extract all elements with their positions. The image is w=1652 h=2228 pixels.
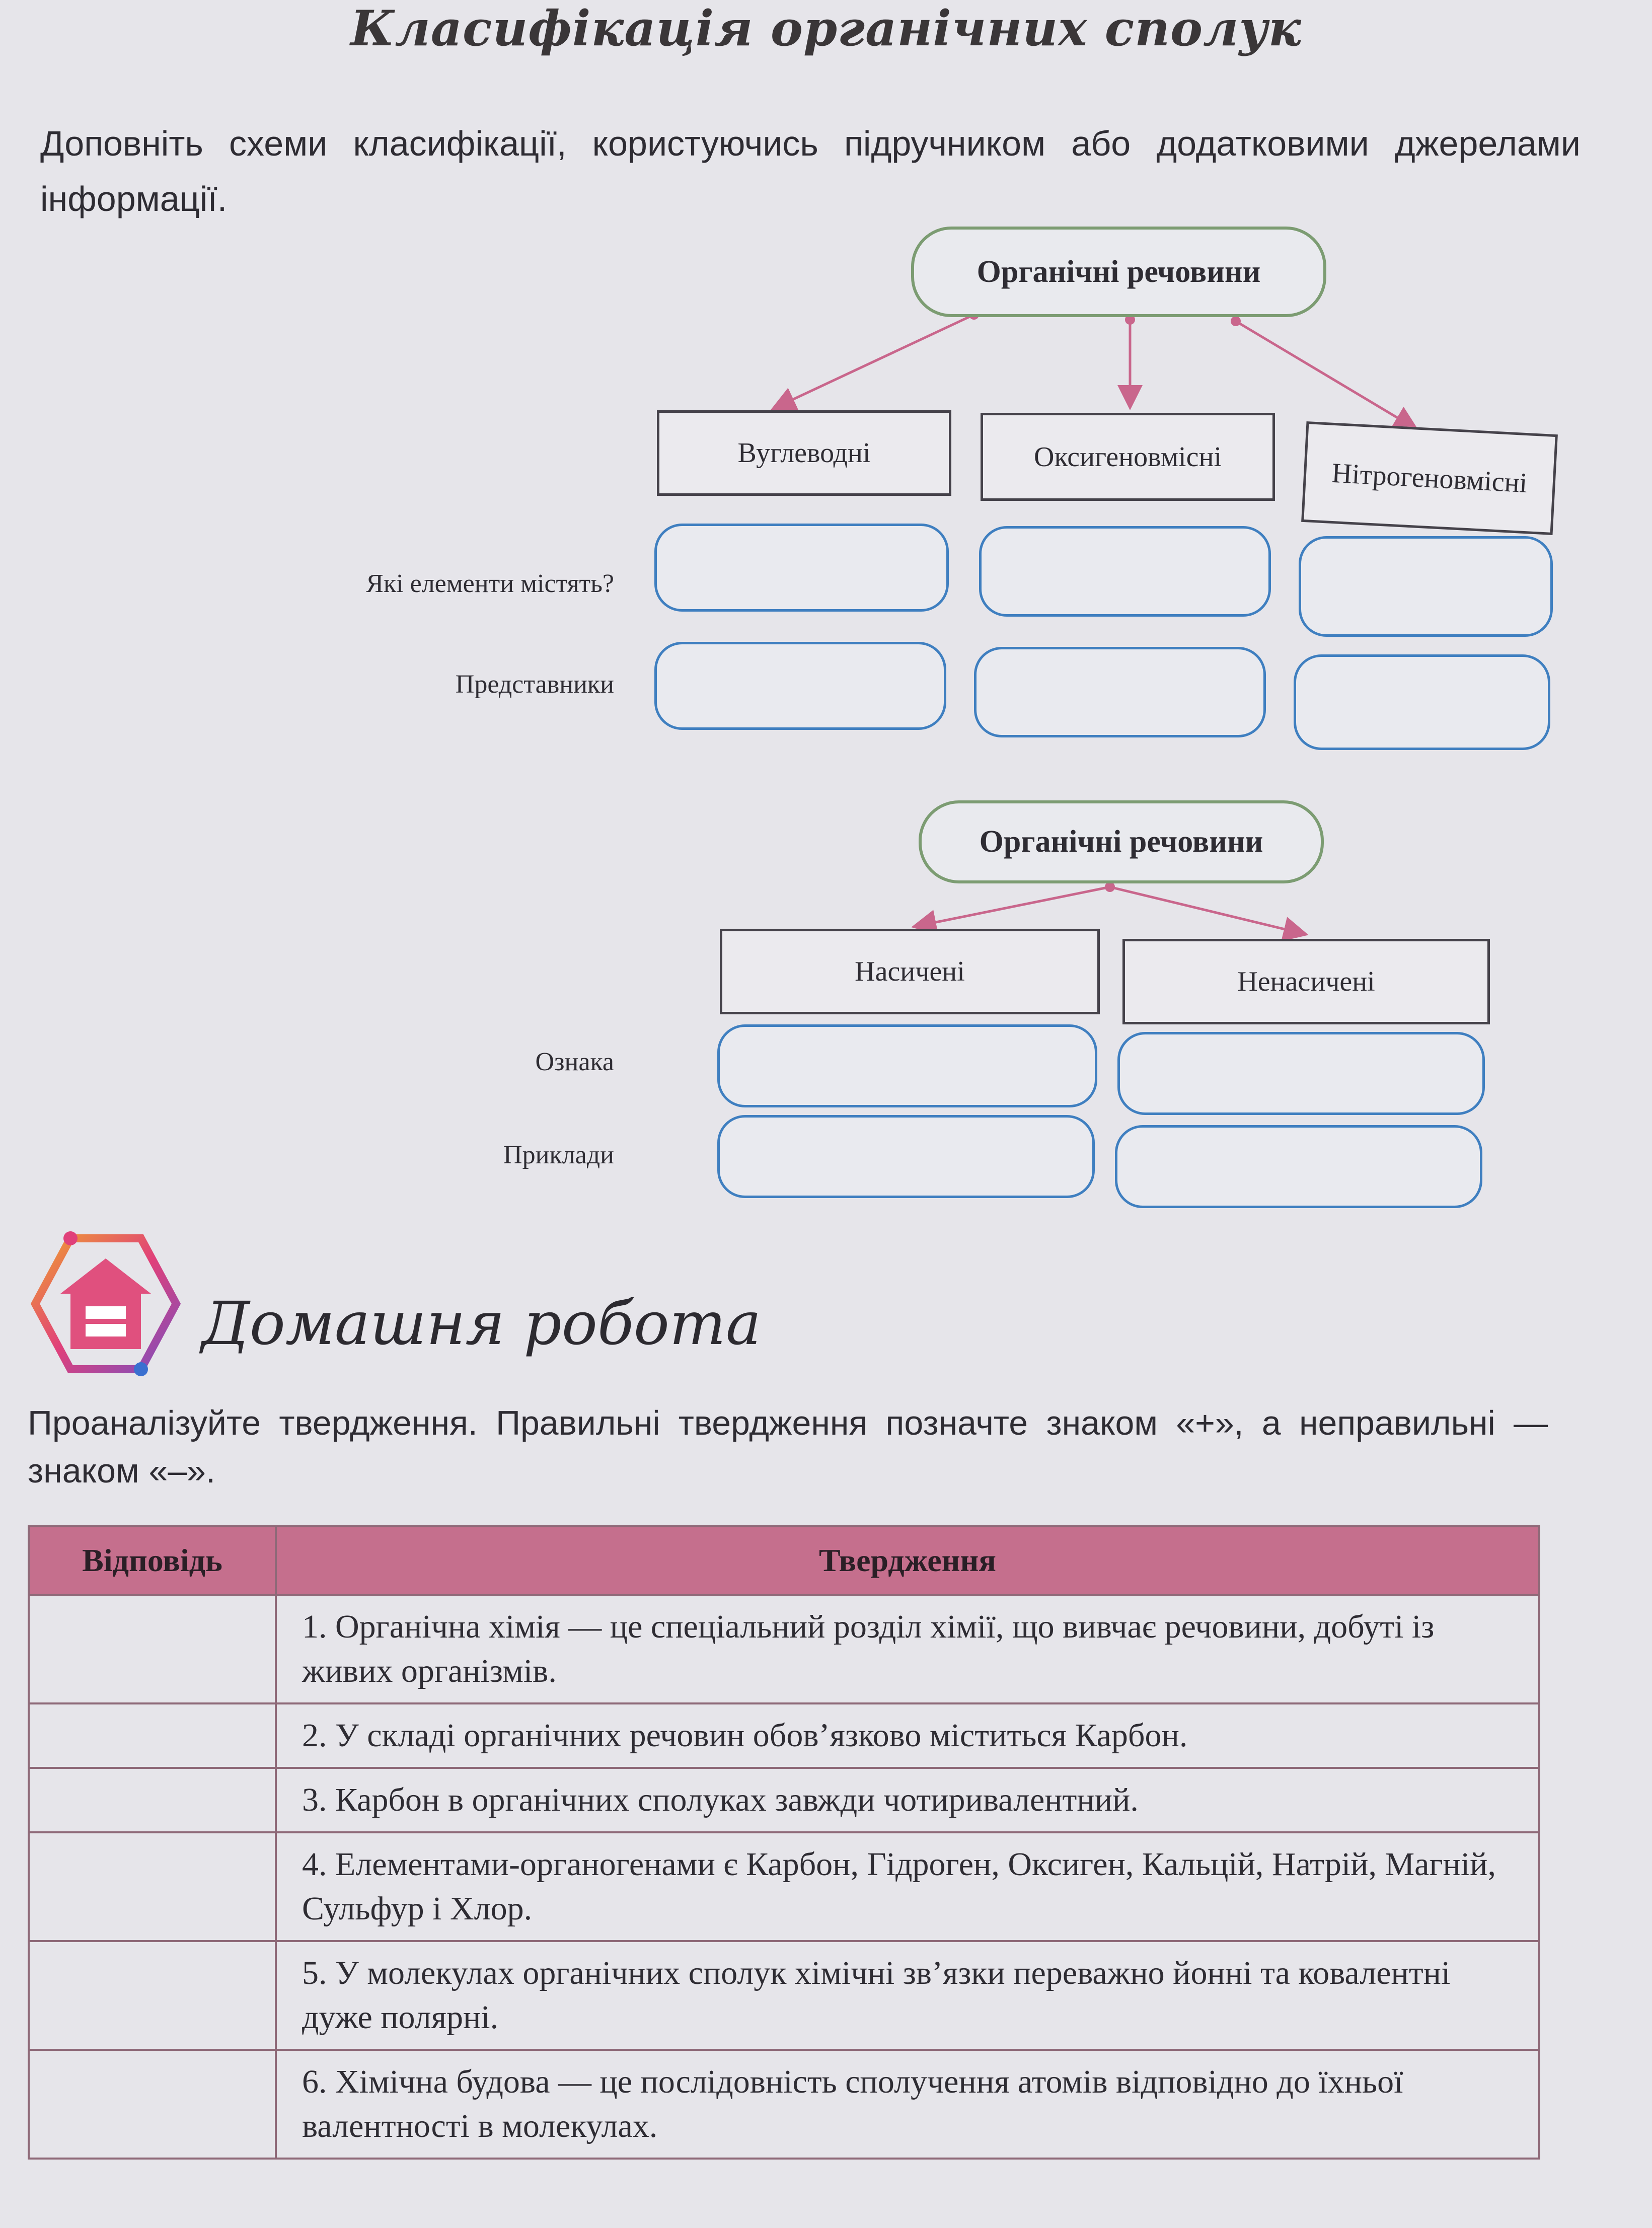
answer-cell[interactable] bbox=[29, 1941, 276, 2050]
answer-cell[interactable] bbox=[29, 1832, 276, 1941]
table-row bbox=[29, 2050, 1539, 2159]
arrow-to-hydrocarbons bbox=[775, 315, 974, 408]
homework-title: Домашня робота bbox=[201, 1289, 762, 1358]
table-row bbox=[29, 1595, 1539, 1703]
scheme2-answer-field[interactable] bbox=[1117, 1032, 1485, 1115]
statement-cell: 3. Карбон в органічних сполуках завжди чотиривалентний. bbox=[276, 1768, 1539, 1832]
answer-cell[interactable] bbox=[29, 1595, 276, 1703]
scheme1-answer-field[interactable] bbox=[1299, 536, 1553, 637]
scheme1-answer-field[interactable] bbox=[1294, 654, 1550, 750]
scheme1-answer-field[interactable] bbox=[974, 647, 1266, 737]
scheme2-category-unsaturated bbox=[1122, 939, 1490, 1024]
scheme2-answer-field[interactable] bbox=[717, 1024, 1097, 1107]
arrow-to-saturated bbox=[916, 887, 1110, 926]
scheme1-row-label-examples: Представники bbox=[455, 670, 614, 699]
intro-text: Доповніть схеми класифікації, користуючись підручником або додатковими джерелами інформації. bbox=[40, 124, 1581, 218]
answer-cell[interactable] bbox=[29, 1703, 276, 1768]
homework-task: Проаналізуйте твердження. Правильні твердження позначте знаком «+», а неправильні — знаком «–». bbox=[28, 1404, 1548, 1490]
table-row bbox=[29, 1832, 1539, 1941]
scheme1-row-label-elements: Які елементи містять? bbox=[366, 569, 614, 598]
category-label: Вуглеводні bbox=[737, 437, 871, 469]
arrow-to-unsaturated bbox=[1110, 887, 1304, 934]
table-header-row bbox=[29, 1526, 1539, 1595]
statement-cell: 2. У складі органічних речовин обов’язково міститься Карбон. bbox=[276, 1703, 1539, 1768]
scheme2-root bbox=[919, 800, 1324, 883]
scheme2-answer-field[interactable] bbox=[1115, 1125, 1482, 1208]
category-label: Нітрогеновмісні bbox=[1331, 457, 1528, 499]
scheme1-root-label: Органічні речовини bbox=[977, 254, 1261, 289]
table-row bbox=[29, 1703, 1539, 1768]
answer-cell[interactable] bbox=[29, 1768, 276, 1832]
scheme1-category-oxygen bbox=[981, 413, 1275, 501]
category-label: Ненасичені bbox=[1237, 966, 1375, 997]
answer-column-header: Відповідь bbox=[29, 1526, 276, 1595]
arrow-to-nitrogen bbox=[1236, 321, 1414, 428]
statement-cell: 5. У молекулах органічних сполук хімічні зв’язки переважно йонні та ковалентні дуже полярні. bbox=[276, 1941, 1539, 2050]
scheme1-root bbox=[911, 227, 1326, 317]
statement-cell: 4. Елементами-органогенами є Карбон, Гідроген, Оксиген, Кальцій, Натрій, Магній, Сульфур і Хлор. bbox=[276, 1832, 1539, 1941]
scheme1-category-nitrogen bbox=[1301, 421, 1558, 535]
house-hexagon-icon bbox=[25, 1228, 186, 1379]
scheme2-category-saturated bbox=[720, 929, 1100, 1014]
category-label: Насичені bbox=[855, 956, 965, 987]
statement-cell: 6. Хімічна будова — це послідовність сполучення атомів відповідно до їхньої валентності в молекулах. bbox=[276, 2050, 1539, 2159]
page-title: Класифікація органічних сполук bbox=[350, 0, 1302, 57]
scheme2-row-label-feature: Ознака bbox=[535, 1048, 614, 1076]
scheme1-answer-field[interactable] bbox=[654, 524, 949, 612]
scheme2-row-label-examples: Приклади bbox=[503, 1141, 614, 1169]
table-row bbox=[29, 1768, 1539, 1832]
scheme1-category-hydrocarbons bbox=[657, 410, 951, 496]
statements-table bbox=[28, 1525, 1540, 2160]
statement-column-header: Твердження bbox=[276, 1526, 1539, 1595]
scheme1-answer-field[interactable] bbox=[979, 526, 1271, 617]
scheme2-root-label: Органічні речовини bbox=[979, 825, 1263, 859]
table-row bbox=[29, 1941, 1539, 2050]
category-label: Оксигеновмісні bbox=[1034, 441, 1222, 473]
scheme1-answer-field[interactable] bbox=[654, 642, 946, 730]
answer-cell[interactable] bbox=[29, 2050, 276, 2159]
statement-cell: 1. Органічна хімія — це спеціальний розділ хімії, що вивчає речовини, добуті із живих організмів. bbox=[276, 1595, 1539, 1703]
scheme2-answer-field[interactable] bbox=[717, 1115, 1095, 1198]
